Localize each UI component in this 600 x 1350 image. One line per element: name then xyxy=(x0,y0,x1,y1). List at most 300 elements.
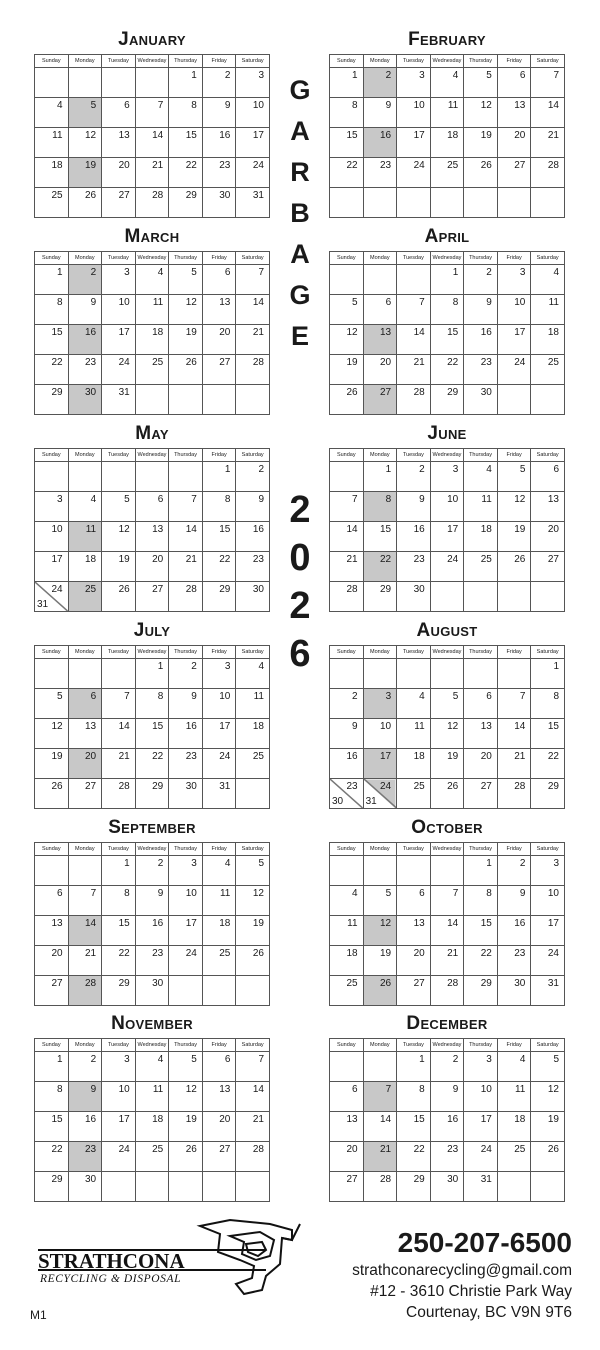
day-cell xyxy=(363,128,397,158)
day-cell xyxy=(202,158,236,188)
weekday-header: Thursday xyxy=(464,843,498,856)
week-row xyxy=(330,976,565,1006)
year-digit: 2 xyxy=(289,585,311,627)
day-cell xyxy=(202,1052,236,1082)
day-cell xyxy=(68,582,102,612)
day-cell xyxy=(531,719,565,749)
day-number: 11 xyxy=(514,1084,526,1095)
day-number: 23 xyxy=(185,751,197,762)
week-row xyxy=(330,1172,565,1202)
day-number: 15 xyxy=(480,918,492,929)
day-number: 1 xyxy=(157,661,164,672)
day-number: 19 xyxy=(514,524,526,535)
day-number: 8 xyxy=(385,494,392,505)
month-title: March xyxy=(124,226,180,247)
day-cell xyxy=(135,749,169,779)
day-cell xyxy=(464,976,498,1006)
week-row xyxy=(35,1172,270,1202)
week-row xyxy=(35,1142,270,1172)
day-number: 8 xyxy=(352,100,358,111)
day-number: 2 xyxy=(385,70,392,81)
day-cell xyxy=(135,295,169,325)
day-number: 23 xyxy=(85,1144,97,1155)
day-cell xyxy=(497,689,531,719)
day-cell xyxy=(397,522,431,552)
day-cell xyxy=(531,188,565,218)
day-number: 1 xyxy=(57,267,63,278)
day-cell xyxy=(169,68,203,98)
day-number: 28 xyxy=(252,1144,264,1155)
day-cell xyxy=(531,385,565,415)
day-cell xyxy=(363,492,397,522)
day-number: 2 xyxy=(258,464,264,475)
day-number: 9 xyxy=(452,1084,459,1095)
day-number: 4 xyxy=(452,70,459,81)
day-cell xyxy=(397,98,431,128)
day-cell xyxy=(430,976,464,1006)
day-number: 3 xyxy=(452,464,459,475)
weekday-header: Monday xyxy=(363,843,397,856)
day-number: 23 xyxy=(219,160,231,171)
day-cell xyxy=(236,1052,270,1082)
day-number: 20 xyxy=(380,357,392,368)
day-cell xyxy=(430,946,464,976)
week-row xyxy=(330,462,565,492)
day-number: 3 xyxy=(124,267,130,278)
day-cell xyxy=(68,522,102,552)
day-cell xyxy=(169,886,203,916)
day-number: 5 xyxy=(352,297,358,308)
day-number: 6 xyxy=(90,691,97,702)
day-cell xyxy=(330,886,364,916)
day-cell xyxy=(236,719,270,749)
phone-number[interactable]: 250-207-6500 xyxy=(397,1227,572,1258)
title-letter: B xyxy=(290,198,310,228)
day-cell xyxy=(102,265,136,295)
day-cell xyxy=(102,1112,136,1142)
day-cell xyxy=(236,68,270,98)
logo-tagline: RECYCLING & DISPOSAL xyxy=(40,1273,182,1285)
day-number: 5 xyxy=(124,494,130,505)
day-number: 14 xyxy=(413,327,425,338)
day-number: 19 xyxy=(346,357,358,368)
weekday-header: Wednesday xyxy=(430,55,464,68)
day-cell xyxy=(102,946,136,976)
day-number: 28 xyxy=(447,978,459,989)
day-cell xyxy=(236,779,270,809)
day-number: 8 xyxy=(486,888,492,899)
day-number: 8 xyxy=(191,100,197,111)
day-cell xyxy=(430,582,464,612)
weekday-header: Saturday xyxy=(531,1039,565,1052)
weekday-header: Sunday xyxy=(35,1039,69,1052)
day-cell xyxy=(363,522,397,552)
day-number: 10 xyxy=(219,691,231,702)
day-number: 12 xyxy=(85,130,97,141)
day-number: 25 xyxy=(346,978,358,989)
month-title: May xyxy=(135,423,169,444)
day-cell xyxy=(363,749,397,779)
day-number: 28 xyxy=(252,357,264,368)
week-row xyxy=(35,385,270,415)
day-number: 15 xyxy=(219,524,231,535)
day-cell xyxy=(68,98,102,128)
day-cell xyxy=(363,552,397,582)
day-cell xyxy=(397,492,431,522)
day-number: 31 xyxy=(219,781,231,792)
day-number: 29 xyxy=(447,387,459,398)
day-number: 15 xyxy=(185,130,197,141)
day-number: 31 xyxy=(118,387,130,398)
day-number: 26 xyxy=(547,1144,559,1155)
day-number: 27 xyxy=(547,554,559,565)
day-number: 13 xyxy=(118,130,130,141)
day-cell xyxy=(202,128,236,158)
day-cell xyxy=(35,325,69,355)
day-cell xyxy=(330,325,364,355)
day-cell xyxy=(236,158,270,188)
day-number: 14 xyxy=(447,918,459,929)
day-cell xyxy=(202,719,236,749)
day-cell xyxy=(102,749,136,779)
day-cell xyxy=(397,128,431,158)
day-cell xyxy=(68,355,102,385)
day-cell xyxy=(169,856,203,886)
day-cell xyxy=(531,976,565,1006)
day-cell xyxy=(464,1112,498,1142)
day-number: 5 xyxy=(191,1054,197,1065)
day-cell xyxy=(135,976,169,1006)
day-cell xyxy=(35,749,69,779)
day-cell xyxy=(169,128,203,158)
day-cell xyxy=(35,188,69,218)
week-row xyxy=(35,1082,270,1112)
weekday-header: Thursday xyxy=(169,55,203,68)
day-cell xyxy=(464,355,498,385)
day-cell xyxy=(363,325,397,355)
day-cell xyxy=(169,719,203,749)
week-row xyxy=(35,522,270,552)
day-cell xyxy=(430,325,464,355)
day-cell xyxy=(330,128,364,158)
day-cell xyxy=(202,916,236,946)
day-number: 24 xyxy=(380,781,392,792)
day-number: 12 xyxy=(480,100,492,111)
day-cell xyxy=(169,158,203,188)
day-cell xyxy=(135,582,169,612)
weekday-header: Friday xyxy=(497,55,531,68)
day-number: 26 xyxy=(514,554,526,565)
day-cell xyxy=(68,659,102,689)
day-cell xyxy=(169,355,203,385)
day-cell xyxy=(135,188,169,218)
day-cell xyxy=(430,1112,464,1142)
day-number: 5 xyxy=(385,888,392,899)
day-cell xyxy=(363,462,397,492)
day-cell xyxy=(330,916,364,946)
day-cell xyxy=(531,552,565,582)
day-cell xyxy=(531,1112,565,1142)
day-number: 30 xyxy=(85,1174,97,1185)
day-cell xyxy=(531,749,565,779)
month-table xyxy=(329,1038,565,1202)
weekday-header: Thursday xyxy=(464,252,498,265)
day-number: 30 xyxy=(514,978,526,989)
day-cell xyxy=(397,385,431,415)
day-cell xyxy=(169,188,203,218)
day-number: 27 xyxy=(118,190,130,201)
weekday-header: Thursday xyxy=(464,449,498,462)
day-cell xyxy=(497,98,531,128)
month-january xyxy=(34,28,270,218)
day-cell xyxy=(397,462,431,492)
day-number: 25 xyxy=(547,357,559,368)
day-number: 21 xyxy=(514,751,526,762)
day-number: 6 xyxy=(519,70,526,81)
day-number: 28 xyxy=(85,978,97,989)
day-number: 8 xyxy=(57,297,63,308)
day-number: 16 xyxy=(480,327,492,338)
day-cell xyxy=(497,976,531,1006)
day-cell xyxy=(102,385,136,415)
day-number-second: 31 xyxy=(365,796,377,807)
weekday-header: Wednesday xyxy=(135,1039,169,1052)
weekday-header: Tuesday xyxy=(102,843,136,856)
day-cell xyxy=(330,719,364,749)
day-cell xyxy=(135,916,169,946)
day-number: 24 xyxy=(547,948,559,959)
day-number: 29 xyxy=(51,1174,63,1185)
day-number: 11 xyxy=(347,918,358,929)
day-cell xyxy=(464,946,498,976)
day-number: 18 xyxy=(413,751,425,762)
month-table xyxy=(329,251,565,415)
day-cell xyxy=(363,1082,397,1112)
day-number: 19 xyxy=(185,327,197,338)
day-number: 9 xyxy=(258,494,264,505)
day-cell xyxy=(68,689,102,719)
day-cell xyxy=(363,188,397,218)
day-cell xyxy=(497,188,531,218)
day-cell xyxy=(397,886,431,916)
weekday-header: Sunday xyxy=(35,55,69,68)
day-cell xyxy=(102,158,136,188)
day-number: 11 xyxy=(414,721,425,732)
day-number: 4 xyxy=(553,267,559,278)
weekday-header: Sunday xyxy=(330,252,364,265)
day-number: 5 xyxy=(452,691,459,702)
day-cell xyxy=(430,1082,464,1112)
day-cell xyxy=(102,689,136,719)
day-number: 14 xyxy=(118,721,130,732)
day-number: 10 xyxy=(252,100,264,111)
day-number: 9 xyxy=(157,888,164,899)
day-number: 26 xyxy=(51,781,63,792)
day-cell xyxy=(169,522,203,552)
week-row xyxy=(330,916,565,946)
day-number: 8 xyxy=(452,297,459,308)
day-cell xyxy=(35,68,69,98)
day-cell xyxy=(497,1172,531,1202)
day-number: 9 xyxy=(90,297,97,308)
day-number: 9 xyxy=(519,888,526,899)
day-cell xyxy=(68,1112,102,1142)
day-number: 18 xyxy=(152,327,164,338)
weekday-header: Saturday xyxy=(236,1039,270,1052)
day-cell xyxy=(102,462,136,492)
weekday-header: Thursday xyxy=(169,646,203,659)
day-cell xyxy=(202,976,236,1006)
day-number: 27 xyxy=(85,781,97,792)
day-number: 14 xyxy=(252,297,264,308)
day-number: 27 xyxy=(51,978,63,989)
day-cell xyxy=(397,265,431,295)
day-number: 16 xyxy=(413,524,425,535)
day-cell xyxy=(363,946,397,976)
day-number: 17 xyxy=(514,327,526,338)
day-cell xyxy=(169,582,203,612)
week-row xyxy=(330,856,565,886)
day-number: 6 xyxy=(224,267,231,278)
day-number: 3 xyxy=(57,494,63,505)
day-number: 26 xyxy=(252,948,264,959)
day-number: 20 xyxy=(547,524,559,535)
day-cell xyxy=(531,98,565,128)
day-number: 11 xyxy=(152,297,164,308)
day-number: 24 xyxy=(219,751,231,762)
day-cell xyxy=(363,886,397,916)
day-number: 24 xyxy=(413,160,425,171)
day-cell xyxy=(531,582,565,612)
weekday-header: Wednesday xyxy=(135,449,169,462)
day-number: 1 xyxy=(452,267,459,278)
weekday-header: Sunday xyxy=(35,252,69,265)
day-cell xyxy=(35,462,69,492)
month-title: June xyxy=(427,423,467,444)
day-number: 11 xyxy=(253,691,264,702)
day-cell xyxy=(202,98,236,128)
day-number: 15 xyxy=(413,1114,425,1125)
day-number: 18 xyxy=(514,1114,526,1125)
day-number: 31 xyxy=(480,1174,492,1185)
day-number: 16 xyxy=(514,918,526,929)
week-row xyxy=(35,886,270,916)
week-row xyxy=(330,552,565,582)
day-number: 23 xyxy=(252,554,264,565)
day-cell xyxy=(397,659,431,689)
day-number: 23 xyxy=(480,357,492,368)
day-number: 6 xyxy=(385,297,392,308)
day-cell xyxy=(497,1052,531,1082)
month-title: October xyxy=(411,817,483,838)
city-address: Courtenay, BC V9N 9T6 xyxy=(406,1304,572,1321)
day-cell xyxy=(531,265,565,295)
day-number: 6 xyxy=(57,888,63,899)
day-number: 12 xyxy=(185,1084,197,1095)
day-number: 9 xyxy=(419,494,425,505)
email-address[interactable]: strathconarecycling@gmail.com xyxy=(352,1262,572,1279)
day-number: 4 xyxy=(419,691,425,702)
day-cell xyxy=(464,916,498,946)
day-cell xyxy=(397,355,431,385)
day-cell xyxy=(202,522,236,552)
month-april xyxy=(329,225,565,415)
day-number: 10 xyxy=(118,1084,130,1095)
week-row xyxy=(35,128,270,158)
day-cell xyxy=(236,98,270,128)
day-number-second: 31 xyxy=(37,599,49,610)
day-cell xyxy=(236,552,270,582)
day-cell xyxy=(531,68,565,98)
month-title: September xyxy=(108,817,196,838)
day-cell xyxy=(102,886,136,916)
day-number: 9 xyxy=(90,1084,97,1095)
day-number: 22 xyxy=(51,357,63,368)
day-number: 24 xyxy=(118,357,130,368)
day-number: 10 xyxy=(480,1084,492,1095)
week-row xyxy=(35,158,270,188)
strathcona-logo xyxy=(30,1216,310,1296)
day-cell xyxy=(497,1112,531,1142)
day-number: 11 xyxy=(548,297,559,308)
day-cell xyxy=(464,325,498,355)
day-number: 24 xyxy=(118,1144,130,1155)
week-row xyxy=(330,659,565,689)
day-number: 15 xyxy=(118,918,130,929)
day-cell xyxy=(35,779,69,809)
weekday-header: Monday xyxy=(363,449,397,462)
day-cell xyxy=(497,886,531,916)
day-number: 29 xyxy=(480,978,492,989)
day-cell xyxy=(202,1142,236,1172)
day-cell xyxy=(363,856,397,886)
day-cell xyxy=(102,325,136,355)
day-number: 8 xyxy=(224,494,231,505)
day-cell xyxy=(497,492,531,522)
month-november xyxy=(34,1012,270,1202)
day-number: 25 xyxy=(152,1144,164,1155)
day-cell xyxy=(169,916,203,946)
week-row xyxy=(35,355,270,385)
day-cell xyxy=(363,158,397,188)
week-row xyxy=(35,976,270,1006)
day-number: 26 xyxy=(85,190,97,201)
day-cell xyxy=(497,462,531,492)
weekday-header: Tuesday xyxy=(397,449,431,462)
day-number: 14 xyxy=(547,100,559,111)
day-cell xyxy=(363,355,397,385)
day-number: 7 xyxy=(258,267,264,278)
day-cell xyxy=(236,462,270,492)
day-number: 15 xyxy=(380,524,392,535)
day-number: 13 xyxy=(547,494,559,505)
day-number: 12 xyxy=(447,721,459,732)
weekday-header: Wednesday xyxy=(135,843,169,856)
weekday-header: Saturday xyxy=(236,843,270,856)
day-cell xyxy=(68,325,102,355)
month-title: August xyxy=(416,620,478,641)
day-cell xyxy=(531,659,565,689)
day-cell xyxy=(430,1142,464,1172)
day-number: 21 xyxy=(547,130,559,141)
day-number: 20 xyxy=(413,948,425,959)
day-cell xyxy=(464,98,498,128)
weekday-header: Monday xyxy=(363,55,397,68)
day-number: 21 xyxy=(380,1144,392,1155)
day-number: 2 xyxy=(224,70,231,81)
day-number: 13 xyxy=(380,327,392,338)
day-cell xyxy=(202,1172,236,1202)
